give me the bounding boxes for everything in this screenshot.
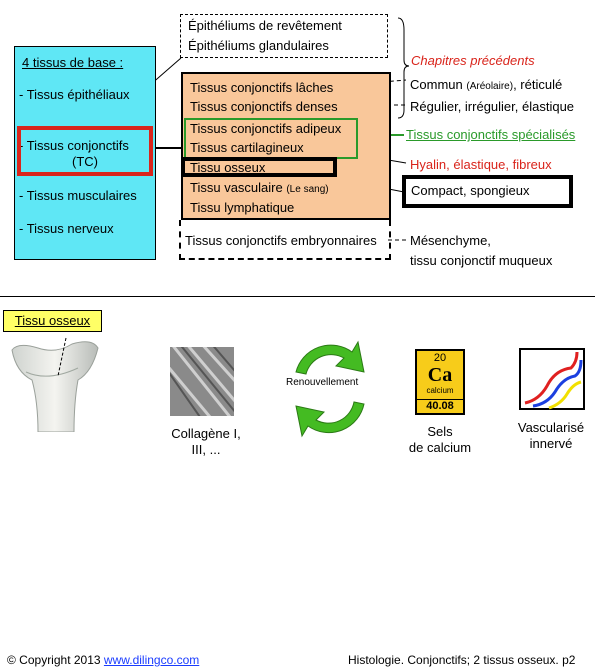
epithelium-group [180,14,388,58]
hyalin-label: Hyalin, élastique, fibreux [410,157,552,172]
mesenchyme-line1: Mésenchyme, [410,233,491,248]
epithelium-glandulaire: Épithéliums glandulaires [188,38,329,53]
vasculaire-label: Tissu vasculaire [190,180,283,195]
base-item-nerveux: - Tissus nerveux [19,221,114,236]
renouvellement-label: Renouvellement [286,377,359,388]
orange-item-laches: Tissus conjonctifs lâches [190,80,334,95]
orange-item-lymphatique: Tissu lymphatique [190,200,295,215]
section-divider [0,296,595,297]
base-item-tc: (TC) [72,154,98,169]
compact-box [402,175,573,208]
tissu-osseux-text: Tissu osseux [14,313,91,328]
collagene-line1: Collagène I, [171,426,241,441]
calcium-symbol: Ca [427,364,453,386]
regulier-label: Régulier, irrégulier, élastique [410,99,575,114]
commun-text: Commun [410,77,463,92]
collagen-image-icon [170,347,234,416]
highlight-tc-box [17,126,153,176]
bone-icon [8,332,103,432]
vascular-icon [519,348,585,410]
calcium-number: 20 [433,352,447,364]
chapitres-precedents: Chapitres précédents [411,53,535,68]
compact-label: Compact, spongieux [411,183,530,198]
footer-copyright [7,653,199,668]
collagene-line2: III, ... [191,442,221,457]
vascularise-line2: innervé [529,436,573,451]
orange-item-osseux: Tissu osseux [190,160,266,175]
orange-item-cartilagineux: Tissus cartilagineux [190,140,304,155]
specialised-group-box [184,118,358,159]
commun-label [410,77,562,95]
orange-item-adipeux: Tissus conjonctifs adipeux [190,121,342,136]
sels-line2: de calcium [408,440,472,455]
embryonic-group [179,220,391,260]
embryonic-label: Tissus conjonctifs embryonnaires [185,233,377,248]
brace-icon [398,18,409,118]
copyright-text: © Copyright 2013 [7,653,101,667]
site-link[interactable]: www.dilingco.com [103,653,200,667]
calcium-name: calcium [426,386,454,395]
orange-item-vasculaire [190,180,329,198]
tissu-osseux-label [3,310,102,332]
base-title: 4 tissus de base : [22,55,124,70]
epithelium-revetement: Épithéliums de revêtement [188,18,342,33]
calcium-element-tile [415,349,465,415]
highlight-osseux-box [181,157,337,177]
areolaire-text: (Aréolaire) [466,81,514,92]
base-item-epitheliaux: - Tissus épithéliaux [19,87,130,102]
renewal-arrows-icon [282,338,378,440]
sels-line1: Sels [427,424,453,439]
base-item-conjonctifs: - Tissus conjonctifs [19,138,129,153]
mesenchyme-line2: tissu conjonctif muqueux [410,253,553,268]
vascularise-line1: Vascularisé [517,420,585,435]
vasculaire-sang: (Le sang) [286,184,329,195]
specialises-label: Tissus conjonctifs spécialisés [406,127,576,142]
footer-page-info: Histologie. Conjonctifs; 2 tissus osseux. p2 [348,653,576,667]
calcium-mass: 40.08 [417,399,463,412]
base-item-musculaires: - Tissus musculaires [19,188,137,203]
reticule-text: , réticulé [513,77,563,92]
orange-item-denses: Tissus conjonctifs denses [190,99,338,114]
